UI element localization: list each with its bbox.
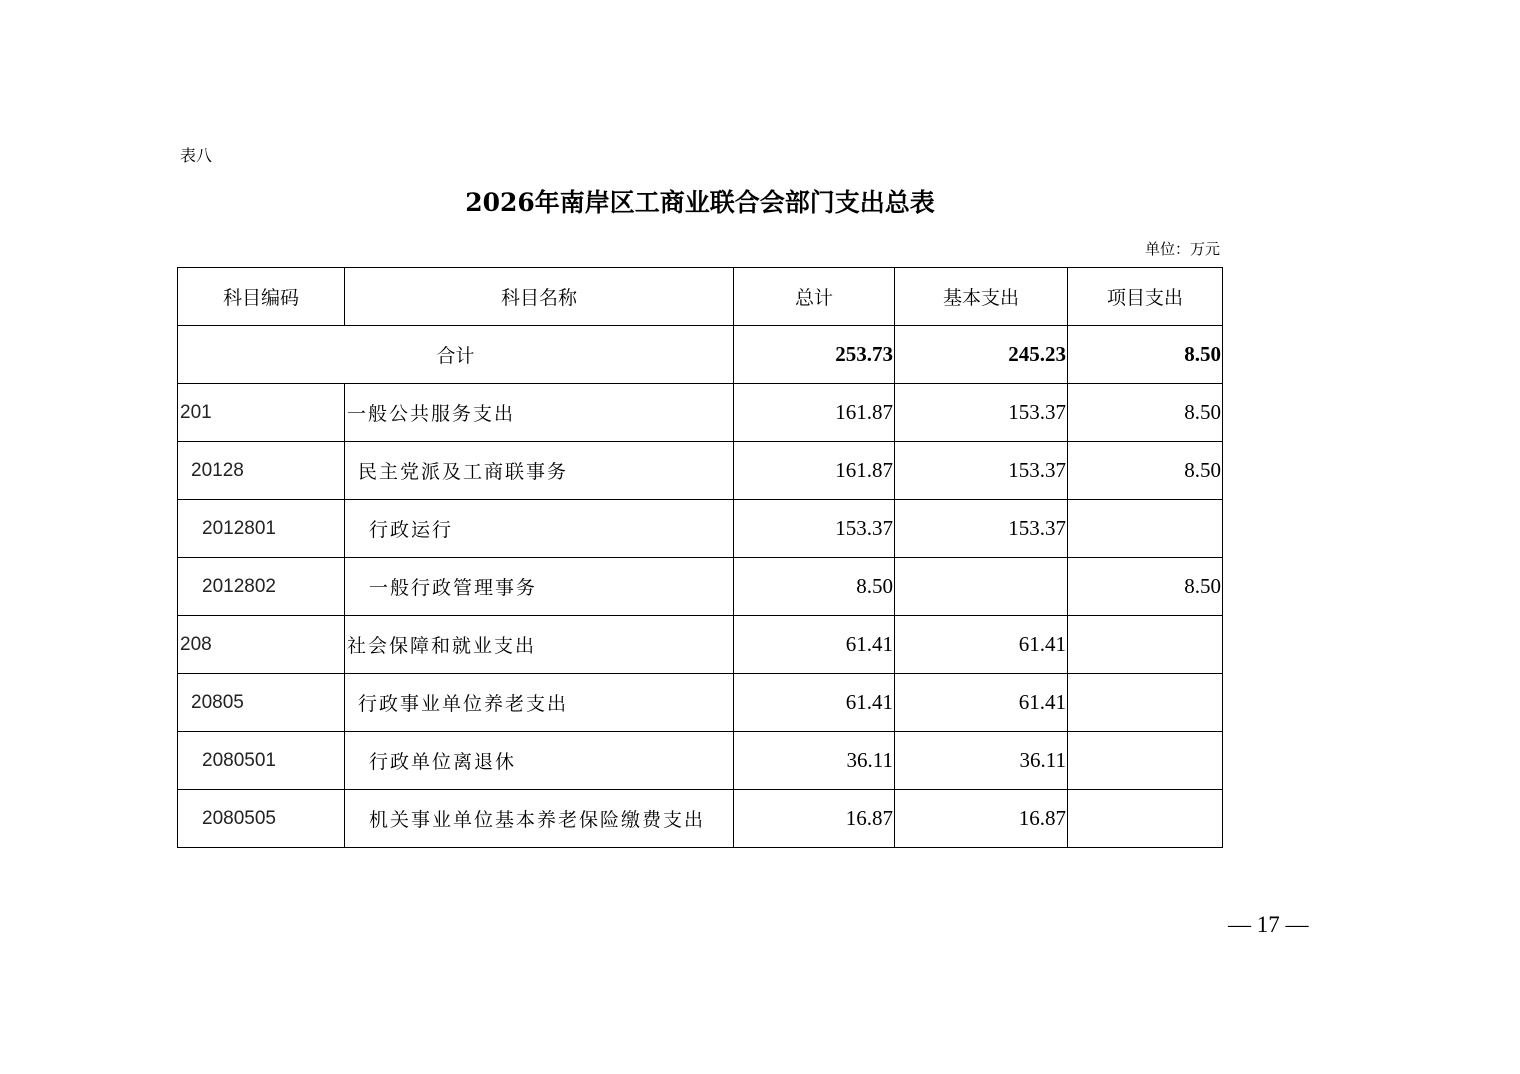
project-cell bbox=[1068, 674, 1223, 732]
subject-name-cell: 一般公共服务支出 bbox=[345, 384, 734, 442]
total-cell: 153.37 bbox=[734, 500, 895, 558]
total-cell: 61.41 bbox=[734, 674, 895, 732]
project-cell: 8.50 bbox=[1068, 558, 1223, 616]
header-basic-expenditure: 基本支出 bbox=[895, 268, 1068, 326]
table-row bbox=[178, 442, 1223, 500]
subject-name-cell: 一般行政管理事务 bbox=[345, 558, 734, 616]
total-row-label: 合计 bbox=[178, 326, 734, 384]
subject-name-cell: 行政单位离退休 bbox=[345, 732, 734, 790]
table-row bbox=[178, 558, 1223, 616]
subject-code-cell: 20128 bbox=[178, 442, 345, 500]
unit-label: 单位：万元 bbox=[1144, 240, 1220, 258]
subject-code-cell: 2080501 bbox=[178, 732, 345, 790]
total-cell: 16.87 bbox=[734, 790, 895, 848]
table-header-row bbox=[178, 268, 1223, 326]
project-cell bbox=[1068, 500, 1223, 558]
table-row bbox=[178, 674, 1223, 732]
basic-cell: 153.37 bbox=[895, 442, 1068, 500]
header-total: 总计 bbox=[734, 268, 895, 326]
subject-code-cell: 2012801 bbox=[178, 500, 345, 558]
total-row-basic: 245.23 bbox=[895, 326, 1068, 384]
total-cell: 36.11 bbox=[734, 732, 895, 790]
project-cell bbox=[1068, 616, 1223, 674]
header-project-expenditure: 项目支出 bbox=[1068, 268, 1223, 326]
subject-name-cell: 民主党派及工商联事务 bbox=[345, 442, 734, 500]
total-row-total: 253.73 bbox=[734, 326, 895, 384]
total-cell: 61.41 bbox=[734, 616, 895, 674]
basic-cell: 61.41 bbox=[895, 616, 1068, 674]
subject-code-cell: 208 bbox=[178, 616, 345, 674]
expenditure-table bbox=[177, 267, 1223, 848]
subject-code-cell: 2080505 bbox=[178, 790, 345, 848]
header-subject-code: 科目编码 bbox=[178, 268, 345, 326]
basic-cell: 153.37 bbox=[895, 500, 1068, 558]
subject-name-cell: 机关事业单位基本养老保险缴费支出 bbox=[345, 790, 734, 848]
subject-name-cell: 行政运行 bbox=[345, 500, 734, 558]
basic-cell: 36.11 bbox=[895, 732, 1068, 790]
total-row-project: 8.50 bbox=[1068, 326, 1223, 384]
table-row bbox=[178, 616, 1223, 674]
project-cell bbox=[1068, 790, 1223, 848]
subject-code-cell: 2012802 bbox=[178, 558, 345, 616]
basic-cell: 153.37 bbox=[895, 384, 1068, 442]
subject-code-cell: 201 bbox=[178, 384, 345, 442]
project-cell bbox=[1068, 732, 1223, 790]
total-cell: 161.87 bbox=[734, 442, 895, 500]
table-label: 表八 bbox=[180, 146, 213, 165]
total-cell: 161.87 bbox=[734, 384, 895, 442]
table-row bbox=[178, 500, 1223, 558]
basic-cell: 16.87 bbox=[895, 790, 1068, 848]
basic-cell: 61.41 bbox=[895, 674, 1068, 732]
table-row bbox=[178, 384, 1223, 442]
project-cell: 8.50 bbox=[1068, 442, 1223, 500]
table-row bbox=[178, 732, 1223, 790]
page-title: 2026年南岸区工商业联合会部门支出总表 bbox=[465, 188, 935, 217]
subject-name-cell: 社会保障和就业支出 bbox=[345, 616, 734, 674]
subject-code-cell: 20805 bbox=[178, 674, 345, 732]
total-row bbox=[178, 326, 1223, 384]
subject-name-cell: 行政事业单位养老支出 bbox=[345, 674, 734, 732]
table-row bbox=[178, 790, 1223, 848]
basic-cell bbox=[895, 558, 1068, 616]
project-cell: 8.50 bbox=[1068, 384, 1223, 442]
total-cell: 8.50 bbox=[734, 558, 895, 616]
header-subject-name: 科目名称 bbox=[345, 268, 734, 326]
page-number: — 17 — bbox=[1228, 912, 1309, 937]
